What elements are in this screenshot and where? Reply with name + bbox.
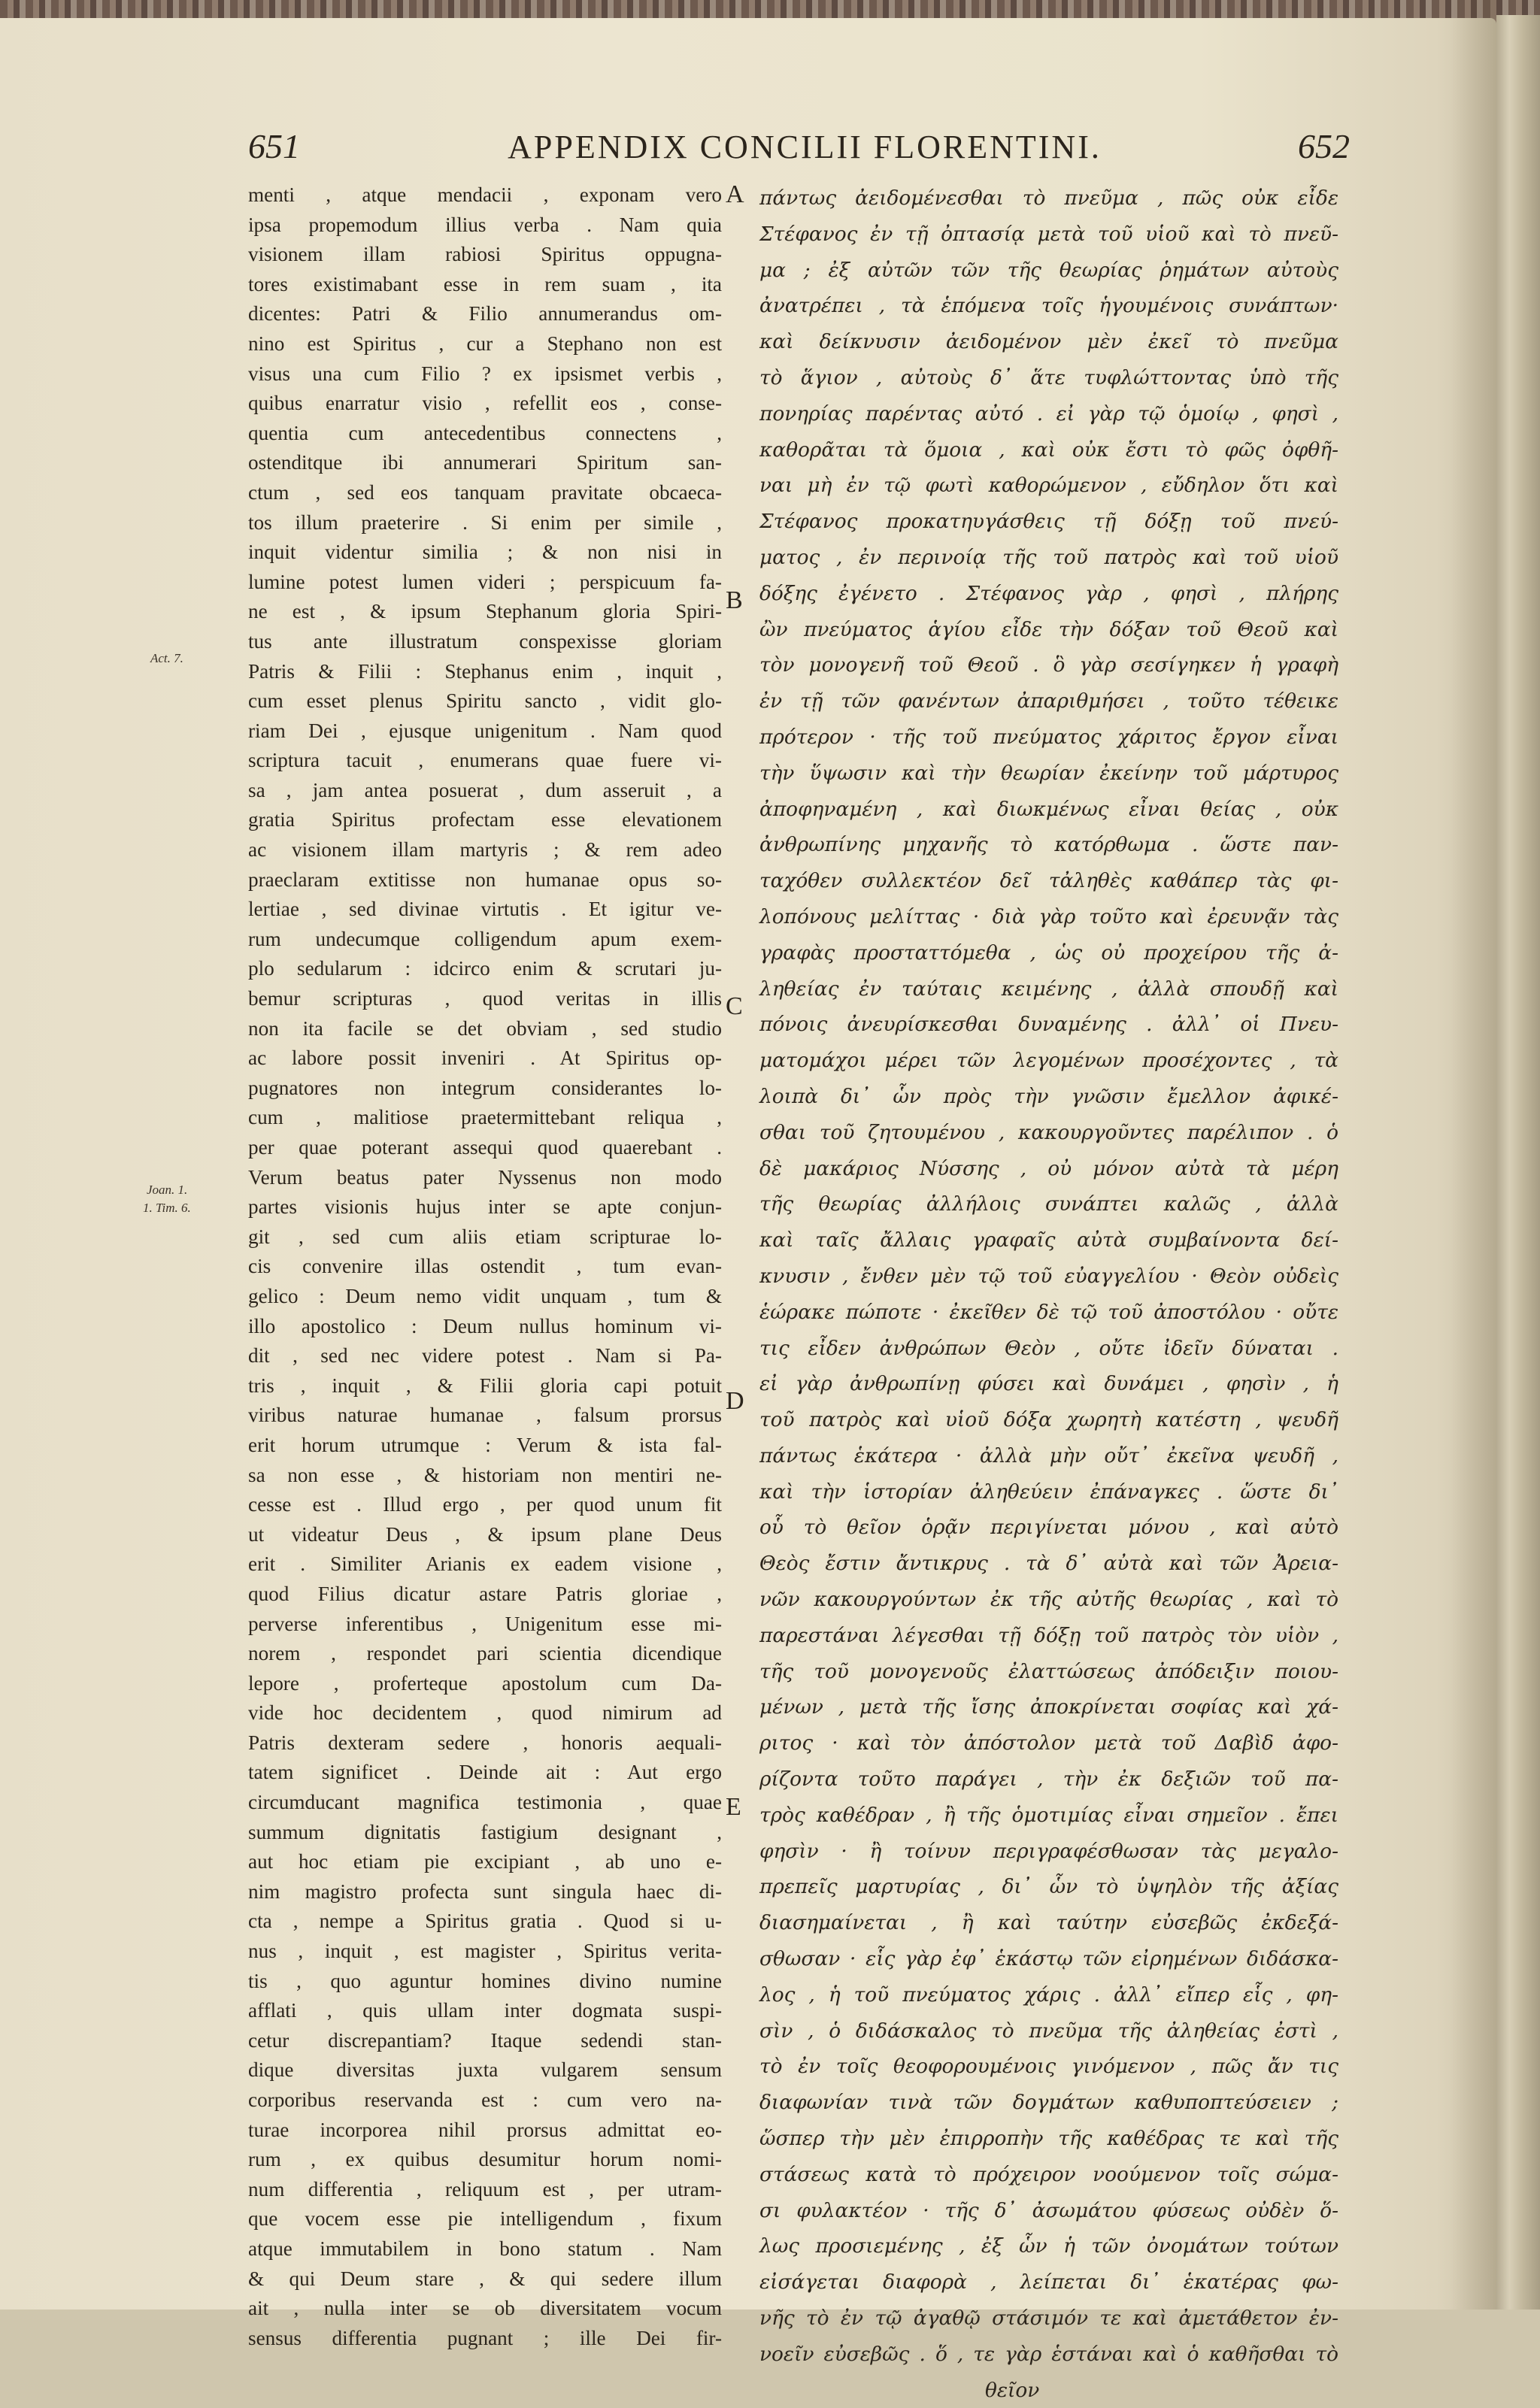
greek-text-line: τὸ ἐν τοῖς θεοφορουμένοις γινόμενον , πῶς ἄν τις [759,2055,1338,2079]
latin-text-line: num differentia , reliquum est , per utram- [248,2177,722,2201]
margin-note-john: Joan. 1. [147,1183,188,1197]
greek-text-line: στάσεως κατὰ τὸ πρόχειρον νοούμενον τοῖς σώμα- [759,2162,1338,2186]
latin-text-line: cum , malitiose praetermittebant reliqua , [248,1106,722,1129]
latin-text-line: cis convenire illas ostendit , tum evan- [248,1255,722,1278]
latin-text-line: ac visionem illam martyris ; & rem adeo [248,838,722,862]
greek-text-line: πόνοις ἀνευρίσκεσθαι δυναμένης . ἀλλ᾽ οἱ Πνευ- [759,1013,1338,1037]
latin-text-line: per quae poterant assequi quod quaerebant . [248,1136,722,1159]
greek-text-line: μα ; ἐξ αὐτῶν τῶν τῆς θεωρίας ῥημάτων αὐτοὺς [759,258,1338,282]
page-gutter-shadow [1451,0,1496,2310]
latin-text-line: menti , atque mendacii , exponam vero [248,183,722,206]
greek-text-line: τῆς τοῦ μονογενοῦς ἐλαττώσεως ἀπόδειξιν ποιου- [759,1659,1338,1683]
page-number-right: 652 [1298,127,1350,165]
margin-note-acts: Act. 7. [150,651,183,665]
greek-text-line: διασημαίνεται , ἢ καὶ ταύτην εὐσεβῶς ἐκδεξά- [759,1911,1338,1935]
greek-text-line: μένων , μετὰ τῆς ἴσης ἀποκρίνεται σοφίας καὶ χά- [759,1695,1338,1719]
latin-text-line: tris , inquit , & Filii gloria capi potuit [248,1374,722,1397]
greek-text-line: ματος , ἐν περινοίᾳ τῆς τοῦ πατρὸς καὶ τοῦ υἱοῦ [759,545,1338,569]
latin-text-line: tis , quo aguntur homines divino numine [248,1969,722,1992]
latin-text-line: summum dignitatis fastigium designant , [248,1820,722,1843]
latin-text-line: ostenditque ibi annumerari Spiritum san- [248,451,722,474]
greek-text-line: δὲ μακάριος Νύσσης , οὐ μόνον αὐτὰ τὰ μέρη [759,1156,1338,1180]
greek-text-line: τῆς θεωρίας ἀλλήλοις συνάπτει καλῶς , ἀλλὰ [759,1192,1338,1216]
latin-text-line: sa non esse , & historiam non mentiri ne- [248,1463,722,1486]
latin-text-line: visionem illam rabiosi Spiritus oppugna- [248,243,722,266]
latin-text-line: Patris dexteram sedere , honoris aequali- [248,1731,722,1754]
latin-text-line: tus ante illustratum conspexisse gloriam [248,629,722,653]
latin-text-line: illo apostolico : Deum nullus hominum vi- [248,1314,722,1337]
latin-text-line: atque immutabilem in bono statum . Nam [248,2237,722,2260]
latin-text-line: nus , inquit , est magister , Spiritus verita- [248,1940,722,1963]
latin-text-line: rum , ex quibus desumitur horum nomi- [248,2148,722,2171]
greek-text-line: λος , ἡ τοῦ πνεύματος χάρις . ἀλλ᾽ εἴπερ εἷς , φη- [759,1982,1338,2007]
greek-text-line: ἀποφηναμένη , καὶ διωκμένως εἶναι θείας , οὐκ [759,797,1338,821]
margin-letter-e: E [726,1793,741,1821]
latin-text-line: bemur scripturas , quod veritas in illis [248,987,722,1010]
greek-text-line: εἰ γὰρ ἀνθρωπίνῃ φύσει καὶ δυνάμει , φησὶν , ἡ [759,1372,1338,1396]
margin-letter-d: D [726,1387,744,1415]
greek-text-line: ματομάχοι μέρει τῶν λεγομένων προσέχοντες , τὰ [759,1049,1338,1073]
greek-text-line: γραφὰς προσταττόμεθα , ὡς οὐ προχείρου τῆς ἀ- [759,940,1338,965]
latin-text-line: que vocem esse pie intelligendum , fixum [248,2207,722,2231]
latin-text-line: nim magistro profecta sunt singula haec di- [248,1879,722,1903]
greek-text-line: τοῦ πατρὸς καὶ υἱοῦ δόξα χωρητὴ κατέστη , ψευδῆ [759,1408,1338,1432]
greek-text-line: κνυσιν , ἔνθεν μὲν τῷ τοῦ εὐαγγελίου · Θεὸν οὐδεὶς [759,1264,1338,1288]
greek-text-line: ἐν τῇ τῶν φανέντων ἀπαριθμήσει , τοῦτο τέθεικε [759,689,1338,713]
greek-text-line: ληθείας ἐν ταύταις κειμένης , ἀλλὰ σπουδῇ καὶ [759,977,1338,1001]
latin-text-line: turae incorporea nihil prorsus admittat eo- [248,2118,722,2141]
latin-text-line: ait , nulla inter se ob diversitatem vocum [248,2297,722,2320]
greek-text-line: καὶ τὴν ἱστορίαν ἀληθεύειν ἐπάναγκες . ὥστε δι᾽ [759,1480,1338,1504]
latin-column [248,180,722,2353]
greek-text-line: ἑώρακε πώποτε · ἐκεῖθεν δὲ τῷ τοῦ ἀποστόλου · οὔτε [759,1300,1338,1324]
greek-text-line: ὢν πνεύματος ἁγίου εἶδε τὴν δόξαν τοῦ Θεοῦ καὶ [759,617,1338,641]
latin-text-line: sa , jam antea posuerat , dum asseruit , a [248,778,722,801]
latin-text-line: lepore , proferteque apostolum cum Da- [248,1671,722,1695]
latin-text-line: lumine potest lumen videri ; perspicuum fa- [248,570,722,593]
latin-text-line: scriptura tacuit , enumerans quae fuere vi- [248,749,722,772]
greek-text-line: νοεῖν εὐσεβῶς . ὅ , τε γὰρ ἑστάναι καὶ ὁ καθῆσθαι τὸ [759,2342,1338,2366]
latin-text-line: plo sedularum : idcirco enim & scrutari ju- [248,957,722,980]
latin-text-line: tores existimabant esse in rem suam , ita [248,272,722,295]
latin-text-line: Verum beatus pater Nyssenus non modo [248,1165,722,1189]
latin-text-line: dique diversitas juxta vulgarem sensum [248,2058,722,2082]
latin-text-line: cesse est . Illud ergo , per quod unum fit [248,1493,722,1516]
latin-text-line: quod Filius dicatur astare Patris gloriae , [248,1582,722,1605]
latin-text-line: circumducant magnifica testimonia , quae [248,1791,722,1814]
latin-text-line: quibus enarratur visio , refellit eos , conse- [248,392,722,415]
greek-text-line: σι φυλακτέον · τῆς δ᾽ ἀσωμάτου φύσεως οὐδὲν ὅ- [759,2198,1338,2222]
margin-letter-a: A [726,180,744,208]
latin-text-line: sensus differentia pugnant ; ille Dei fir- [248,2326,722,2349]
latin-text-line: afflati , quis ullam inter dogmata suspi- [248,1999,722,2022]
latin-text-line: partes visionis hujus inter se apte conjun- [248,1195,722,1219]
latin-text-line: ipsa propemodum illius verba . Nam quia [248,213,722,236]
page-number-left: 651 [248,127,300,165]
greek-text-line: ρίζοντα τοῦτο παράγει , τὴν ἐκ δεξιῶν τοῦ πα- [759,1767,1338,1792]
greek-text-line: σθωσαν · εἷς γὰρ ἐφ᾽ ἑκάστῳ τῶν εἰρημένων διδάσκα- [759,1947,1338,1971]
latin-text-line: tatem significet . Deinde ait : Aut ergo [248,1761,722,1784]
greek-text-line: πονηρίας παρέντας αὐτό . εἰ γὰρ τῷ ὁμοίῳ , φησὶ , [759,401,1338,426]
greek-text-line: εἰσάγεται διαφορὰ , λείπεται δι᾽ ἑκατέρας φω- [759,2270,1338,2294]
greek-text-line: πάντως ἀειδομένεσθαι τὸ πνεῦμα , πῶς οὐκ εἶδε [759,186,1338,210]
latin-text-line: non ita facile se det obviam , sed studio [248,1016,722,1040]
latin-text-line: perverse inferentibus , Unigenitum esse mi- [248,1612,722,1635]
greek-text-line: ἀνατρέπει , τὰ ἑπόμενα τοῖς ἡγουμένοις συνάπτων· [759,294,1338,318]
greek-text-line: τρὸς καθέδραν , ἢ τῆς ὁμοτιμίας εἶναι σημεῖον . ἔπει [759,1803,1338,1827]
greek-text-line: καὶ ταῖς ἄλλαις γραφαῖς αὐτὰ συμβαίνοντα δεί- [759,1228,1338,1252]
greek-text-line: νῆς τὸ ἐν τῷ ἀγαθῷ στάσιμόν τε καὶ ἀμετάθετον ἐν- [759,2307,1338,2331]
greek-text-line: παρεστάναι λέγεσθαι τῇ δόξῃ τοῦ πατρὸς τὸν υἱὸν , [759,1623,1338,1647]
greek-text-line: διαφωνίαν τινὰ τῶν δογμάτων καθυποπτεύσειεν ; [759,2091,1338,2115]
latin-text-line: viribus naturae humanae , falsum prorsus [248,1404,722,1427]
latin-text-line: cum esset plenus Spiritu sancto , vidit glo- [248,689,722,713]
greek-text-line: ἀνθρωπίνης μηχανῆς τὸ κατόρθωμα . ὥστε παν- [759,833,1338,857]
latin-text-line: norem , respondet pari scientia dicendique [248,1642,722,1665]
latin-text-line: riam Dei , ejusque unigenitum . Nam quod [248,719,722,742]
latin-text-line: Patris & Filii : Stephanus enim , inquit , [248,659,722,683]
greek-text-line: φησὶν · ἢ τοίνυν περιγραφέσθωσαν τὰς μεγαλο- [759,1839,1338,1863]
latin-text-line: ctum , sed eos tanquam pravitate obcaeca- [248,480,722,504]
running-title: APPENDIX CONCILII FLORENTINI. [508,129,1102,165]
greek-text-line: ταχόθεν συλλεκτέον δεῖ τἀληθὲς καθάπερ τὰς φι- [759,869,1338,893]
latin-text-line: inquit videntur similia ; & non nisi in [248,541,722,564]
greek-text-line: τις εἶδεν ἀνθρώπων Θεὸν , οὔτε ἰδεῖν δύναται . [759,1336,1338,1360]
greek-text-line: λοιπὰ δι᾽ ὧν πρὸς τὴν γνῶσιν ἔμελλον ἀφικέ- [759,1084,1338,1108]
greek-text-line: λως προσιεμένης , ἐξ ὧν ἡ τῶν ὀνομάτων τούτων [759,2234,1338,2258]
greek-text-line: ναι μὴ ἐν τῷ φωτὶ καθορώμενον , εὔδηλον ὅτι καὶ [759,474,1338,498]
latin-text-line: ac labore possit inveniri . At Spiritus op- [248,1046,722,1070]
greek-text-line: πρεπεῖς μαρτυρίας , δι᾽ ὧν τὸ ὑψηλὸν τῆς ἀξίας [759,1875,1338,1899]
greek-text-line: καθορᾶται τὰ ὅμοια , καὶ οὐκ ἔστι τὸ φῶς ὀφθῆ- [759,438,1338,462]
latin-text-line: ut videatur Deus , & ipsum plane Deus [248,1522,722,1546]
latin-text-line: quentia cum antecedentibus connectens , [248,421,722,444]
greek-text-line: δόξης ἐγένετο . Στέφανος γὰρ , φησὶ , πλήρης [759,581,1338,605]
greek-text-line: οὗ τὸ θεῖον ὁρᾷν περιγίνεται μόνου , καὶ αὐτὸ [759,1516,1338,1540]
latin-text-line: lertiae , sed divinae virtutis . Et igitur ve- [248,898,722,921]
margin-letter-c: C [726,992,743,1020]
latin-text-line: cta , nempe a Spiritus gratia . Quod si u- [248,1910,722,1933]
greek-text-line: νῶν κακουργούντων ἐκ τῆς αὐτῆς θεωρίας , καὶ τὸ [759,1588,1338,1612]
latin-text-line: vide hoc decidentem , quod nimirum ad [248,1701,722,1725]
latin-text-line: tos illum praeterire . Si enim per simile , [248,510,722,534]
greek-text-line: τὸν μονογενῆ τοῦ Θεοῦ . ὃ γὰρ σεσίγηκεν ἡ γραφὴ [759,653,1338,677]
latin-text-line: aut hoc etiam pie excipiant , ab uno e- [248,1850,722,1873]
latin-text-line: dicentes: Patri & Filio annumerandus om- [248,302,722,326]
greek-column [759,180,1338,2408]
greek-text-line: σθαι τοῦ ζητουμένου , κακουργοῦντες παρέλιπον . ὁ [759,1120,1338,1144]
latin-text-line: git , sed cum aliis etiam scripturae lo- [248,1225,722,1248]
greek-text-line: καὶ δείκνυσιν ἀειδομένον μὲν ἐκεῖ τὸ πνεῦμα [759,330,1338,354]
greek-text-line: σὶν , ὁ διδάσκαλος τὸ πνεῦμα τῆς ἀληθείας ἐστὶ , [759,2019,1338,2043]
latin-text-line: visus una cum Filio ? ex ipsismet verbis , [248,362,722,385]
latin-text-line: gelico : Deum nemo vidit unquam , tum & [248,1284,722,1307]
margin-letter-b: B [726,586,743,614]
latin-text-line: ne est , & ipsum Stephanum gloria Spiri- [248,600,722,623]
greek-text-line: λοπόνους μελίττας · διὰ γὰρ τοῦτο καὶ ἐρευνᾷν τὰς [759,904,1338,928]
greek-text-line: πρότερον · τῆς τοῦ πνεύματος χάριτος ἔργον εἶναι [759,725,1338,749]
greek-text-line: Στέφανος προκατηυγάσθεις τῇ δόξῃ τοῦ πνεύ- [759,510,1338,534]
greek-text-line: τὴν ὕψωσιν καὶ τὴν θεωρίαν ἐκείνην τοῦ μάρτυρος [759,761,1338,785]
latin-text-line: rum undecumque colligendum apum exem- [248,927,722,950]
greek-text-line: Στέφανος ἐν τῇ ὀπτασίᾳ μετὰ τοῦ υἱοῦ καὶ τὸ πνεῦ- [759,222,1338,246]
latin-text-line: cetur discrepantiam? Itaque sedendi stan- [248,2028,722,2052]
latin-text-line: corporibus reservanda est : cum vero na- [248,2088,722,2111]
greek-text-line: ριτος · καὶ τὸν ἀπόστολον μετὰ τοῦ Δαβὶδ ἀφο- [759,1731,1338,1755]
latin-text-line: dit , sed nec videre potest . Nam si Pa- [248,1344,722,1368]
greek-text-line: ὥσπερ τὴν μὲν ἐπιρροπὴν τῆς καθέδρας τε καὶ τῆς [759,2127,1338,2151]
latin-text-line: praeclaram extitisse non humanae opus so- [248,868,722,891]
greek-text-line: θεῖον [985,2378,1040,2402]
greek-text-line: Θεὸς ἔστιν ἄντικρυς . τὰ δ᾽ αὐτὰ καὶ τῶν Ἀρεια- [759,1552,1338,1576]
latin-text-line: nino est Spiritus , cur a Stephano non est [248,332,722,355]
page-edge [1496,15,1540,2310]
greek-text-line: πάντως ἑκάτερα · ἀλλὰ μὴν οὔτ᾽ ἐκεῖνα ψευδῆ , [759,1443,1338,1468]
greek-text-line: τὸ ἅγιον , αὐτοὺς δ᾽ ἅτε τυφλώττοντας ὑπὸ τῆς [759,365,1338,389]
latin-text-line: erit . Similiter Arianis ex eadem visione , [248,1552,722,1576]
latin-text-line: pugnatores non integrum considerantes lo- [248,1076,722,1099]
latin-text-line: & qui Deum stare , & qui sedere illum [248,2267,722,2290]
latin-text-line: erit horum utrumque : Verum & ista fal- [248,1433,722,1456]
margin-note-tim: 1. Tim. 6. [143,1201,191,1215]
latin-text-line: gratia Spiritus profectam esse elevationem [248,808,722,831]
